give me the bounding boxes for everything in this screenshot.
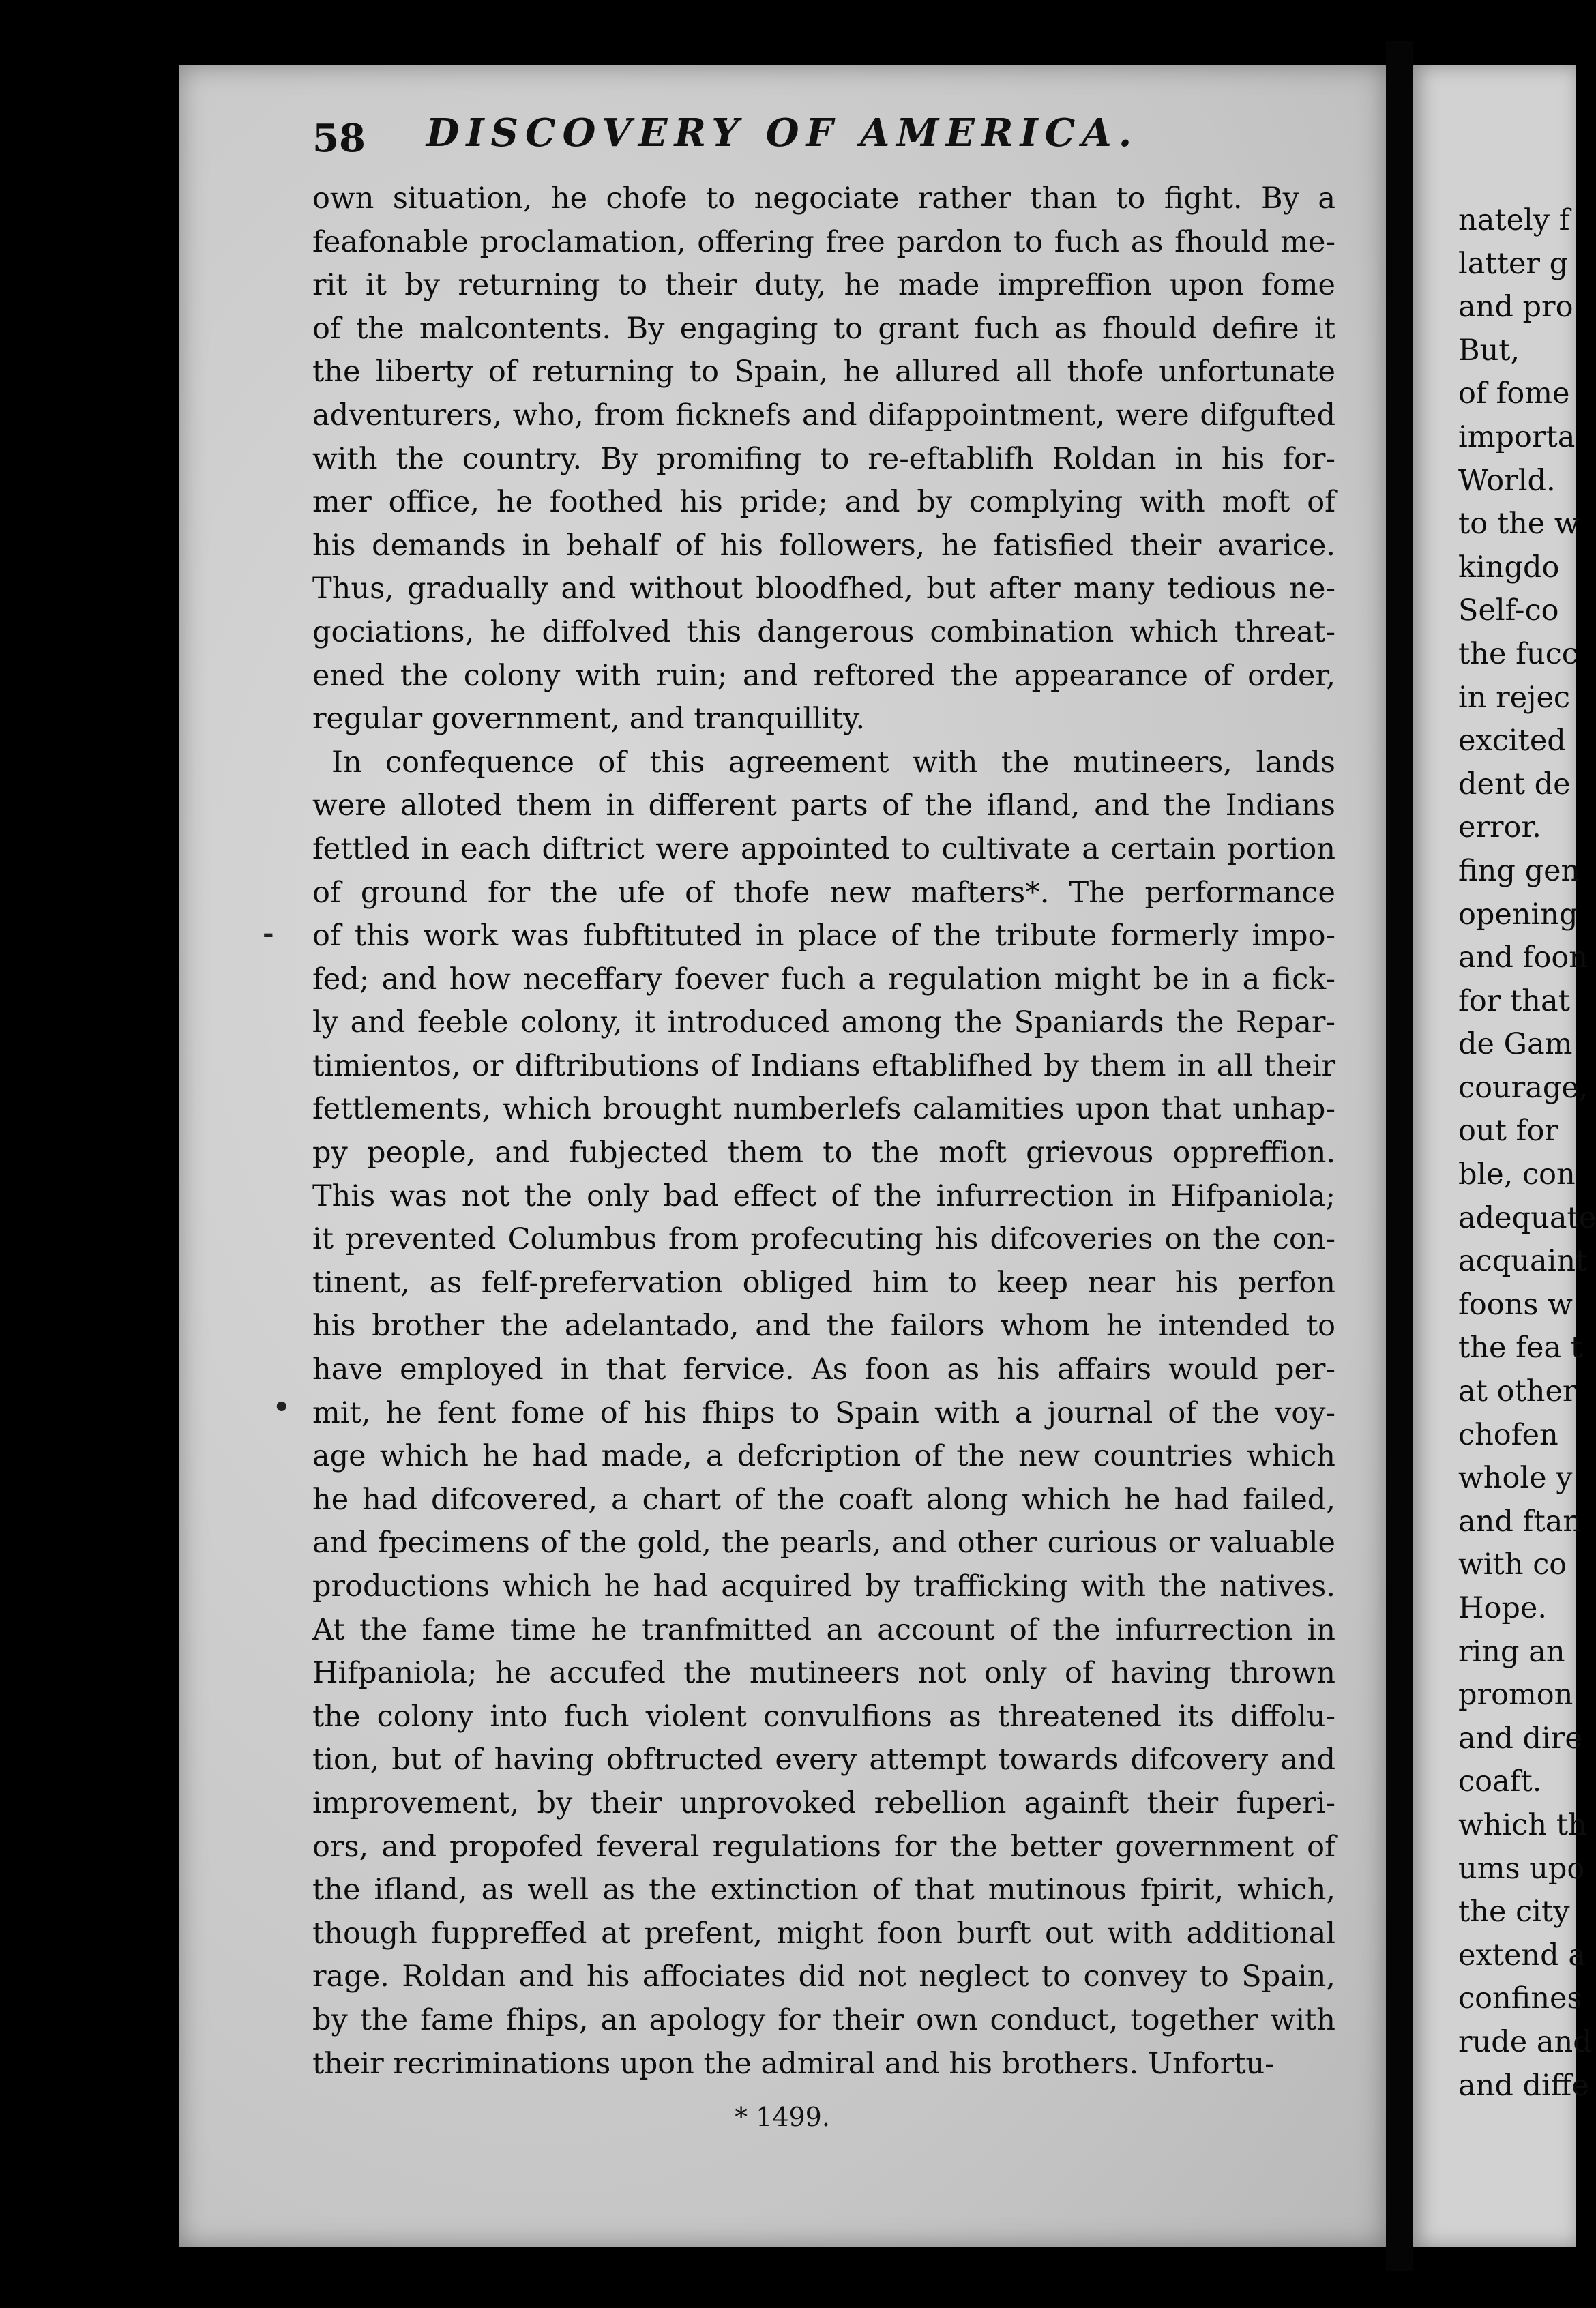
text-line: confines <box>1458 1981 1582 2016</box>
text-line: coaft. <box>1458 1764 1542 1799</box>
text-line: courage, <box>1458 1070 1588 1105</box>
text-line: error. <box>1458 810 1541 845</box>
text-line: excited <box>1458 724 1566 758</box>
text-line: for that <box>1458 983 1570 1018</box>
text-line: py people, and fubjected them to the moft grievous oppreffion. <box>312 1136 1335 1170</box>
text-line: the ifland, as well as the extinction of that mutinous fpirit, which, <box>312 1873 1335 1908</box>
text-line: mit, he fent fome of his fhips to Spain with a journal of the voy- <box>312 1395 1335 1430</box>
text-line: his demands in behalf of his followers, he fatisfied their avarice. <box>312 528 1335 563</box>
text-line: acquaint <box>1458 1244 1588 1279</box>
text-line: have employed in that fervice. As foon as his affairs would per- <box>312 1352 1335 1387</box>
text-line: ors, and propofed feveral regulations for the better government of <box>312 1829 1335 1864</box>
text-line: and ftan <box>1458 1504 1582 1539</box>
text-line: he had difcovered, a chart of the coaft along which he had failed, <box>312 1482 1335 1517</box>
text-line: their recriminations upon the admiral and his brothers. Unfortu- <box>312 2046 1275 2081</box>
text-line: of fome <box>1458 376 1570 411</box>
text-line: out for <box>1458 1114 1558 1149</box>
text-line: fettled in each diftrict were appointed to cultivate a certain portion <box>312 831 1335 866</box>
text-line: were alloted them in different parts of the ifland, and the Indians <box>312 788 1335 823</box>
text-line: opening <box>1458 897 1578 932</box>
text-line: improvement, by their unprovoked rebellion againft their fuperi- <box>312 1786 1335 1820</box>
text-line: tion, but of having obftructed every attempt towards difcovery and <box>312 1743 1335 1777</box>
text-line: ble, con <box>1458 1157 1576 1192</box>
text-line: the fea t <box>1458 1331 1583 1365</box>
text-line: chofen <box>1458 1417 1558 1452</box>
text-line: and foon <box>1458 941 1588 975</box>
text-line: own situation, he chofe to negociate rather than to fight. By a <box>312 181 1335 216</box>
text-line: of ground for the ufe of thofe new mafters*. The performance <box>312 875 1335 910</box>
text-line: nately f <box>1458 203 1570 237</box>
text-line: At the fame time he tranfmitted an account of the infurrection in <box>312 1612 1335 1647</box>
footnote: * 1499. <box>735 2102 830 2132</box>
text-line: adequate <box>1458 1200 1596 1235</box>
left-page-body-text <box>312 177 1335 2086</box>
text-line: promon <box>1458 1678 1573 1713</box>
text-line: to the w <box>1458 507 1580 542</box>
text-line: extend a <box>1458 1938 1586 1972</box>
text-line: the liberty of returning to Spain, he allured all thofe unfortunate <box>312 355 1335 389</box>
text-line: and diffe <box>1458 2068 1589 2103</box>
right-page-body-text <box>1458 199 1595 2107</box>
text-line: foons w <box>1458 1287 1573 1322</box>
text-line: fed; and how neceffary foever fuch a regulation might be in a fick- <box>312 962 1335 996</box>
text-line: though fuppreffed at prefent, might foon burft out with additional <box>312 1916 1335 1951</box>
text-line: fettlements, which brought numberlefs calamities upon that unhap- <box>312 1092 1335 1127</box>
text-line: This was not the only bad effect of the infurrection in Hifpaniola; <box>312 1179 1335 1213</box>
text-line: regular government, and tranquillity. <box>312 702 866 737</box>
book-gutter <box>1386 41 1413 2271</box>
text-line: of this work was fubftituted in place of the tribute formerly impo- <box>312 919 1335 953</box>
text-line: Thus, gradually and without bloodfhed, but after many tedious ne- <box>312 572 1335 606</box>
text-line: which th <box>1458 1807 1587 1842</box>
text-line: by the fame fhips, an apology for their own conduct, together with <box>312 2002 1335 2037</box>
text-line: Hope. <box>1458 1591 1548 1625</box>
margin-dot-mark: • <box>273 1391 291 1423</box>
text-line: his brother the adelantado, and the failors whom he intended to <box>312 1309 1335 1344</box>
text-line: and pro <box>1458 290 1573 325</box>
text-line: productions which he had acquired by trafficking with the natives. <box>312 1569 1335 1603</box>
text-line: the colony into fuch violent convulfions as threatened its diffolu- <box>312 1699 1335 1734</box>
text-line: tinent, as felf-prefervation obliged him to keep near his perfon <box>312 1265 1335 1300</box>
text-line: de Gam <box>1458 1027 1573 1062</box>
text-line: In confequence of this agreement with the mutineers, lands <box>331 745 1335 780</box>
text-line: with the country. By promifing to re-eftablifh Roldan in his for- <box>312 441 1335 476</box>
text-line: mer office, he foothed his pride; and by complying with moft of <box>312 485 1335 520</box>
text-line: ring an <box>1458 1634 1565 1669</box>
text-line: at other <box>1458 1374 1577 1409</box>
text-line: age which he had made, a defcription of the new countries which <box>312 1439 1335 1474</box>
text-line: ly and feeble colony, it introduced among the Spaniards the Repar- <box>312 1005 1335 1040</box>
text-line: kingdo <box>1458 550 1560 585</box>
text-line: feafonable proclamation, offering free pardon to fuch as fhould me- <box>312 224 1335 259</box>
page-number: 58 <box>312 116 366 161</box>
text-line: gociations, he diffolved this dangerous combination which threat- <box>312 615 1335 649</box>
text-line: whole y <box>1458 1461 1573 1496</box>
text-line: the city <box>1458 1895 1570 1929</box>
text-line: in rejec <box>1458 680 1570 715</box>
text-line: timientos, or diftributions of Indians eftablifhed by them in all their <box>312 1048 1335 1083</box>
text-line: and fpecimens of the gold, the pearls, and other curious or valuable <box>312 1526 1335 1560</box>
text-line: the fucc <box>1458 636 1578 671</box>
text-line: ums upo <box>1458 1851 1585 1886</box>
text-line: Self-co <box>1458 593 1559 628</box>
text-line: Hifpaniola; he accufed the mutineers not only of having thrown <box>312 1656 1335 1691</box>
text-line: rit it by returning to their duty, he made impreffion upon fome <box>312 268 1335 303</box>
text-line: adventurers, who, from ficknefs and difappointment, were difgufted <box>312 398 1335 432</box>
text-line: and dire <box>1458 1721 1582 1756</box>
text-line: latter g <box>1458 246 1569 281</box>
text-line: rude and <box>1458 2024 1592 2059</box>
text-line: fing gen <box>1458 853 1580 888</box>
text-line: of the malcontents. By engaging to grant fuch as fhould defire it <box>312 311 1335 346</box>
margin-dash-mark: - <box>263 917 274 949</box>
text-line: with co <box>1458 1548 1567 1582</box>
text-line: it prevented Columbus from profecuting his difcoveries on the con- <box>312 1222 1335 1257</box>
text-line: But, <box>1458 333 1520 368</box>
text-line: ened the colony with ruin; and reftored the appearance of order, <box>312 658 1335 693</box>
text-line: rage. Roldan and his affociates did not neglect to convey to Spain, <box>312 1959 1335 1994</box>
text-line: dent de <box>1458 767 1571 801</box>
running-head: DISCOVERY OF AMERICA. <box>426 110 1139 156</box>
text-line: World. <box>1458 463 1556 498</box>
text-line: importa <box>1458 419 1576 454</box>
